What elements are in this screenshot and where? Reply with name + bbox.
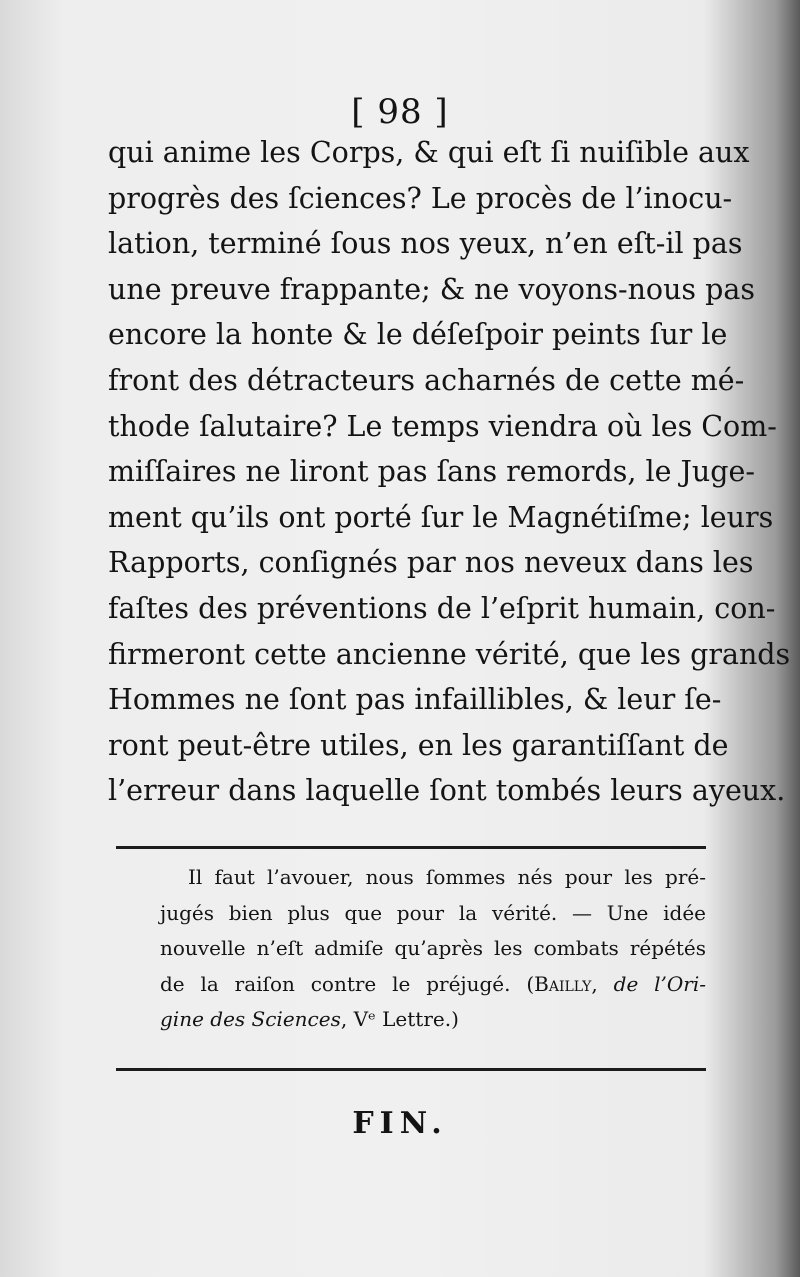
footnote-line: nouvelle n’eſt admiſe qu’après les combats répétés [160, 936, 706, 960]
footnote-line: jugés bien plus que pour la vérité. — Une idée [160, 900, 706, 925]
text-line: ront peut-être utiles, en les garantiſſant de [108, 728, 729, 762]
text-line: lation, terminé ſous nos yeux, n’en eſt-il pas [108, 227, 743, 261]
footnote-author: Bailly [534, 971, 592, 996]
text-line: l’erreur dans laquelle ſont tombés leurs ayeux. [108, 774, 786, 808]
text-line: encore la honte & le déſeſpoir peints ſur le [108, 318, 728, 352]
footnote-top-rule [116, 846, 706, 849]
text-line: miſſaires ne liront pas ſans remords, le Juge- [108, 455, 756, 489]
text-line: thode ſalutaire? Le temps viendra où les Com- [108, 409, 777, 443]
end-mark: FIN. [352, 1106, 448, 1141]
text-line: front des détracteurs acharnés de cette mé- [108, 363, 745, 397]
body-text [108, 130, 791, 814]
footnote-letter-reference: Vᵉ Lettre.) [353, 1007, 459, 1031]
footnote-separator: , [591, 971, 614, 996]
text-line: Rapports, conſignés par nos neveux dans les [108, 546, 754, 580]
footnote-text: de la raiſon contre le préjugé. ( [160, 971, 535, 996]
footnote-line: Il faut l’avouer, nous ſommes nés pour les pré- [188, 865, 706, 889]
text-line: firmeront cette ancienne vérité, que les grands [108, 637, 791, 671]
page-number: [ 98 ] [351, 92, 449, 132]
text-line: faſtes des préventions de l’eſprit humain, con- [108, 591, 776, 625]
footnote-separator: , [340, 1007, 354, 1031]
footnote [160, 860, 706, 1038]
text-line: Hommes ne ſont pas infaillibles, & leur ſe- [108, 683, 722, 717]
footnote-line [160, 967, 706, 1003]
text-line: progrès des ſciences? Le procès de l’inocu- [108, 181, 733, 215]
text-line: une preuve frappante; & ne voyons-nous pas [108, 272, 755, 306]
footnote-book-title: de l’Ori- [613, 971, 706, 996]
text-line: qui anime les Corps, & qui eſt ſi nuiſible aux [108, 136, 750, 169]
footnote-book-title: gine des Sciences [160, 1007, 341, 1031]
footnote-bottom-rule [116, 1068, 706, 1071]
footnote-line [160, 1002, 706, 1038]
text-line: ment qu’ils ont porté ſur le Magnétiſme; leurs [108, 500, 774, 534]
